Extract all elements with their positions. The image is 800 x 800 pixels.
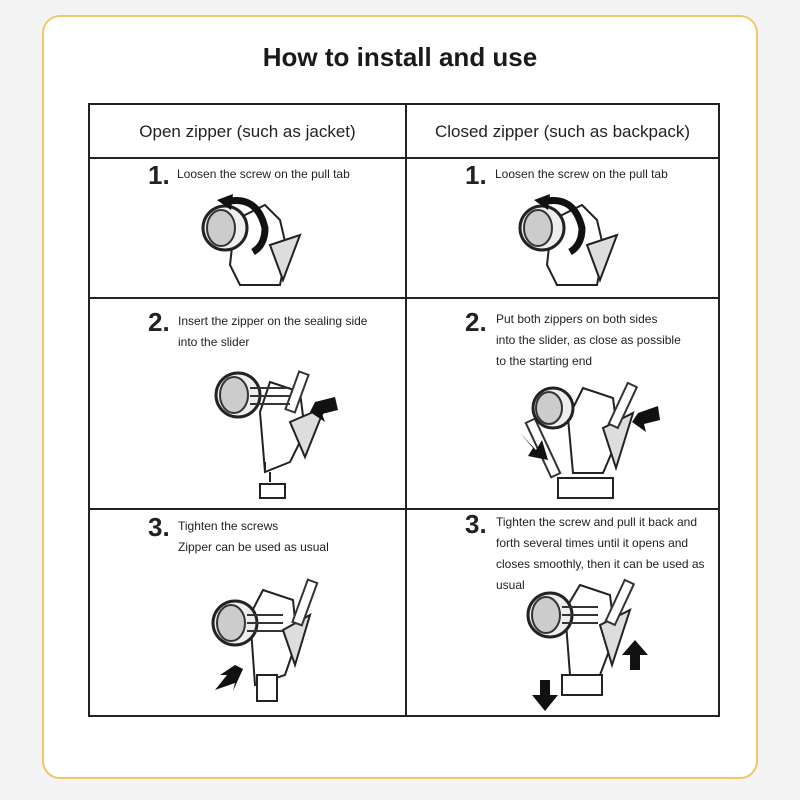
- step-number: 2.: [148, 307, 170, 337]
- header-divider: [88, 157, 720, 159]
- slider-screw-loosen-icon: [195, 190, 305, 290]
- step-number: 1.: [148, 160, 170, 190]
- insert-zipper-icon: [210, 362, 345, 502]
- step-text: Tighten the screws Zipper can be used as usual: [178, 519, 329, 554]
- insert-both-zippers-icon: [518, 378, 663, 503]
- step-number: 1.: [465, 160, 487, 190]
- row-divider: [88, 508, 720, 510]
- tighten-screw-icon: [205, 575, 325, 705]
- step-text: Loosen the screw on the pull tab: [495, 167, 668, 181]
- row-divider: [88, 297, 720, 299]
- step-text: Insert the zipper on the sealing side into the slider: [178, 314, 368, 349]
- step-text: Tighten the screw and pull it back and forth several times until it opens and closes smoothly, then it can be used as usual: [496, 515, 705, 592]
- step-number: 3.: [465, 509, 487, 539]
- column-divider: [405, 103, 407, 717]
- step-number: 2.: [465, 307, 487, 337]
- page-title: How to install and use: [262, 42, 538, 72]
- step-text: Loosen the screw on the pull tab: [177, 167, 350, 181]
- pull-back-forth-icon: [520, 575, 655, 715]
- column-heading-open: Open zipper (such as jacket): [139, 122, 356, 141]
- column-heading-closed: Closed zipper (such as backpack): [434, 122, 691, 141]
- slider-screw-loosen-icon: [512, 190, 622, 290]
- step-text: Put both zippers on both sides into the slider, as close as possible to the starting end: [496, 312, 681, 368]
- step-number: 3.: [148, 512, 170, 542]
